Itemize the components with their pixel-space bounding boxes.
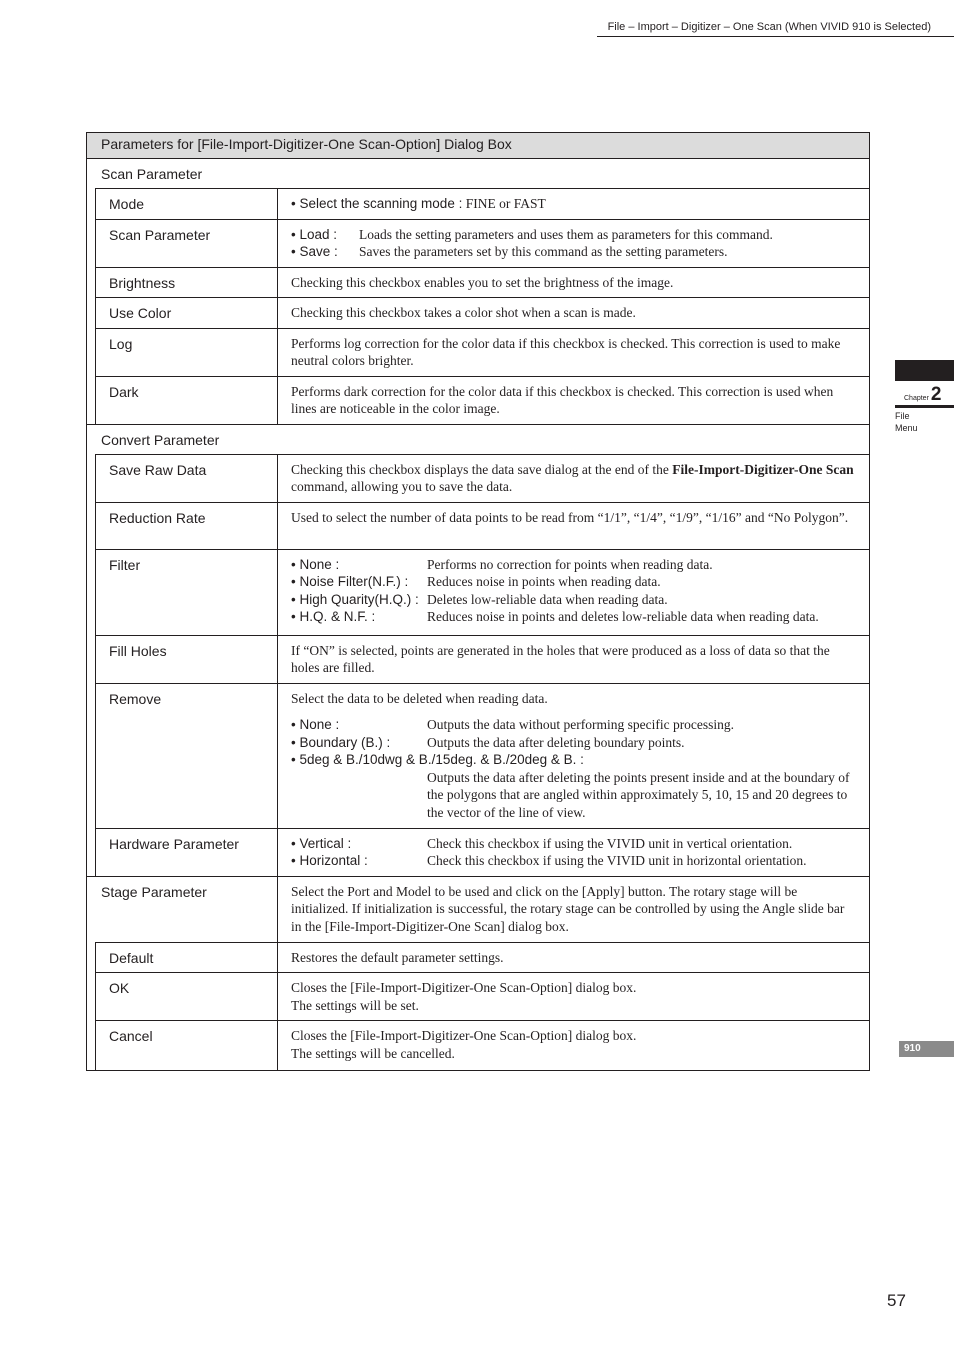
table-row [87, 376, 870, 424]
list-item: • None : Performs no correction for points when reading data. [291, 556, 713, 572]
row-desc-ok: Closes the [File-Import-Digitizer-One Scan-Option] dialog box. The settings will be set. [278, 973, 870, 1021]
row-label-reduction-rate: Reduction Rate [96, 502, 278, 549]
row-label-hardware-parameter: Hardware Parameter [96, 828, 278, 876]
table-row [87, 973, 870, 1021]
table-row [87, 635, 870, 683]
row-desc-save-raw-data: Checking this checkbox displays the data save dialog at the end of the File-Import-Digitizer-One Scan command, allowing you to save the data. [278, 454, 870, 502]
row-desc-hardware-parameter: • Vertical : Check this checkbox if using the VIVID unit in vertical orientation. • Horizontal : Check this checkbox if using the VIVID unit in horizontal orientation. [278, 828, 870, 876]
table-row [87, 219, 870, 267]
group-convert-parameter: Convert Parameter [87, 424, 870, 454]
list-item: • Noise Filter(N.F.) : Reduces noise in points when reading data. [291, 574, 661, 589]
table-row [87, 502, 870, 549]
row-desc-stage-parameter: Select the Port and Model to be used and click on the [Apply] button. The rotary stage will be initialized. If initialization is successful, the rotary stage can be controlled by using the Angle slide bar in the [File-Import-Digitizer-One Scan] dialog box. [278, 876, 870, 942]
row-desc-fill-holes: If “ON” is selected, points are generated in the holes that were produced as a loss of data so that the holes are filled. [278, 635, 870, 683]
chapter-tab: Chapter 2 [904, 384, 942, 405]
row-desc-default: Restores the default parameter settings. [278, 942, 870, 973]
row-desc-mode: • Select the scanning mode : FINE or FAST [278, 189, 870, 220]
chapter-rule [895, 405, 954, 408]
header-rule [597, 36, 954, 37]
row-label-dark: Dark [96, 376, 278, 424]
row-desc-reduction-rate: Used to select the number of data points to be read from “1/1”, “1/4”, “1/9”, “1/16” and “No Polygon”. [278, 502, 870, 549]
parameters-table-wrap [86, 132, 869, 1071]
row-desc-log: Performs log correction for the color data if this checkbox is checked. This correction is used to make neutral colors brighter. [278, 328, 870, 376]
table-row [87, 298, 870, 329]
running-header: File – Import – Digitizer – One Scan (When VIVID 910 is Selected) [607, 21, 931, 33]
row-desc-remove: Select the data to be deleted when reading data. • None : Outputs the data without performing specific processing. • Boundary (B.) : Outputs the data after deleting boundary points. • 5deg & B./10dwg & B./15deg. & B./20deg & B. : Outputs the data after deleting the points present inside and at the boundary of the polygons that are angled within approximately 5, 10, 15 and 20 degrees to the vector of the line of view. [278, 683, 870, 828]
row-label-filter: Filter [96, 549, 278, 635]
table-row [87, 549, 870, 635]
row-desc-cancel: Closes the [File-Import-Digitizer-One Scan-Option] dialog box. The settings will be cancelled. [278, 1021, 870, 1071]
row-desc-filter [278, 549, 870, 635]
table-title: Parameters for [File-Import-Digitizer-One Scan-Option] Dialog Box [87, 133, 870, 159]
table-row [87, 328, 870, 376]
list-item: • High Quarity(H.Q.) : Deletes low-reliable data when reading data. [291, 591, 668, 607]
row-desc-use-color: Checking this checkbox takes a color shot when a scan is made. [278, 298, 870, 329]
group-scan-parameter: Scan Parameter [87, 159, 870, 189]
row-label-fill-holes: Fill Holes [96, 635, 278, 683]
table-row [87, 876, 870, 942]
chapter-number: 2 [930, 384, 942, 405]
parameters-table [86, 132, 870, 1071]
row-label-stage-parameter: Stage Parameter [87, 876, 278, 942]
table-row [87, 942, 870, 973]
row-desc-dark: Performs dark correction for the color data if this checkbox is checked. This correction is used when lines are noticeable in the color image. [278, 376, 870, 424]
row-label-log: Log [96, 328, 278, 376]
table-row [87, 828, 870, 876]
table-row [87, 267, 870, 298]
row-label-mode: Mode [96, 189, 278, 220]
table-row [87, 454, 870, 502]
chapter-bar [895, 360, 954, 381]
row-label-remove: Remove [96, 683, 278, 828]
chapter-section-label: File Menu [895, 411, 918, 433]
row-desc-scan-parameter: • Load : Loads the setting parameters and uses them as parameters for this command. • Save : Saves the parameters set by this command as the setting parameters. [278, 219, 870, 267]
row-label-default: Default [96, 942, 278, 973]
model-tab: 910 [899, 1041, 954, 1057]
row-desc-brightness: Checking this checkbox enables you to set the brightness of the image. [278, 267, 870, 298]
table-row [87, 1021, 870, 1071]
list-item: • H.Q. & N.F. : Reduces noise in points and deletes low-reliable data when reading data. [291, 609, 819, 624]
table-row [87, 683, 870, 828]
table-row [87, 189, 870, 220]
row-label-scan-parameter: Scan Parameter [96, 219, 278, 267]
row-label-cancel: Cancel [96, 1021, 278, 1071]
row-label-brightness: Brightness [96, 267, 278, 298]
row-label-use-color: Use Color [96, 298, 278, 329]
page-number: 57 [887, 1291, 906, 1310]
row-label-save-raw-data: Save Raw Data [96, 454, 278, 502]
row-label-ok: OK [96, 973, 278, 1021]
